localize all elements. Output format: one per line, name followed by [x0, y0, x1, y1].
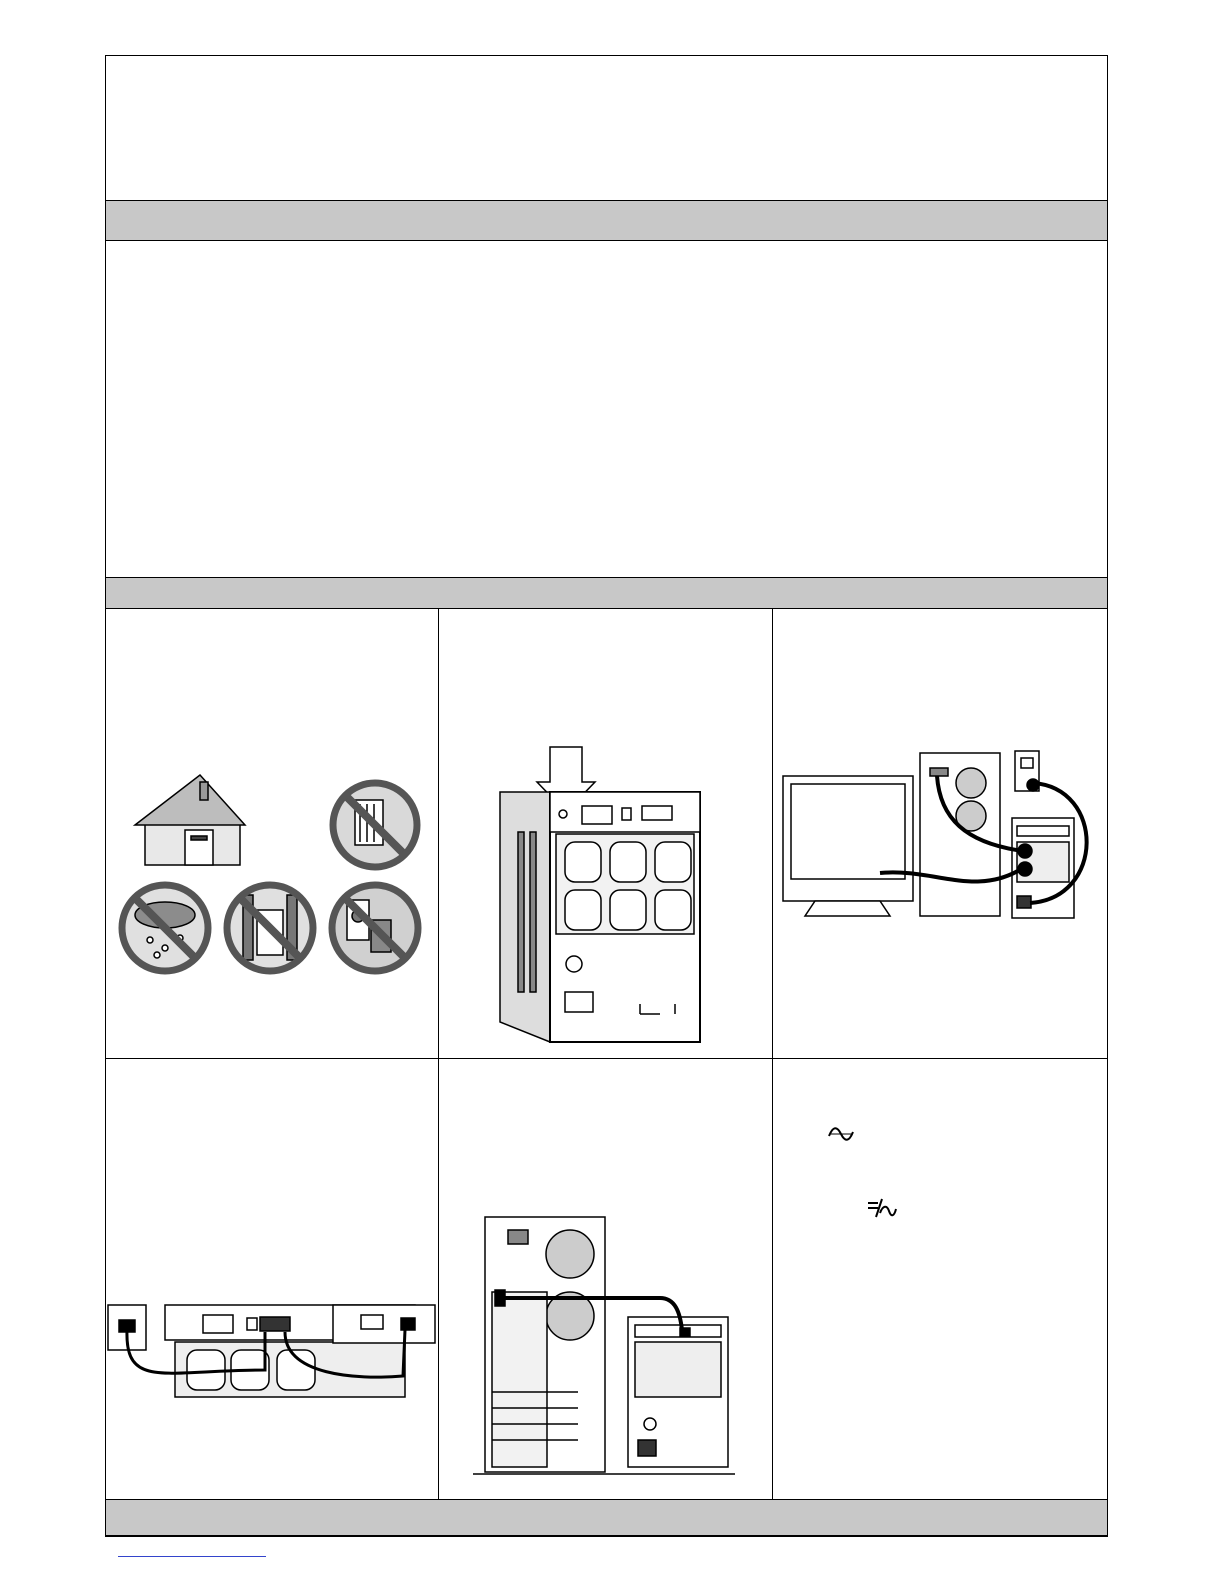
section-header-bar-1 — [105, 200, 1108, 241]
no-heater-icon — [333, 783, 417, 867]
ac-inlet-icon — [565, 992, 593, 1012]
ups-rear-panel-power-switch-illustration — [490, 742, 715, 1052]
grid-column-divider-2 — [772, 609, 773, 1499]
modem-icon — [333, 1305, 435, 1343]
dc-ac-inverter-symbol — [866, 1197, 898, 1221]
footer-bar — [105, 1499, 1108, 1536]
house-icon — [135, 775, 245, 865]
placement-warnings-illustration — [105, 770, 438, 980]
ac-sine-wave-symbol — [826, 1122, 856, 1144]
grid-column-divider-1 — [438, 609, 439, 1499]
footer-link-underline[interactable] — [118, 1556, 266, 1557]
section-header-bar-2 — [105, 577, 1108, 609]
grid-row-divider — [105, 1058, 1108, 1059]
no-enclosed-space-icon — [227, 885, 313, 971]
no-direct-sunlight-icon — [332, 885, 418, 971]
phone-line-protection-illustration — [105, 1300, 438, 1405]
usb-computer-connection-illustration — [470, 1212, 740, 1482]
ups-computer-monitor-wiring-illustration — [775, 748, 1105, 926]
no-rain-icon — [122, 885, 208, 971]
